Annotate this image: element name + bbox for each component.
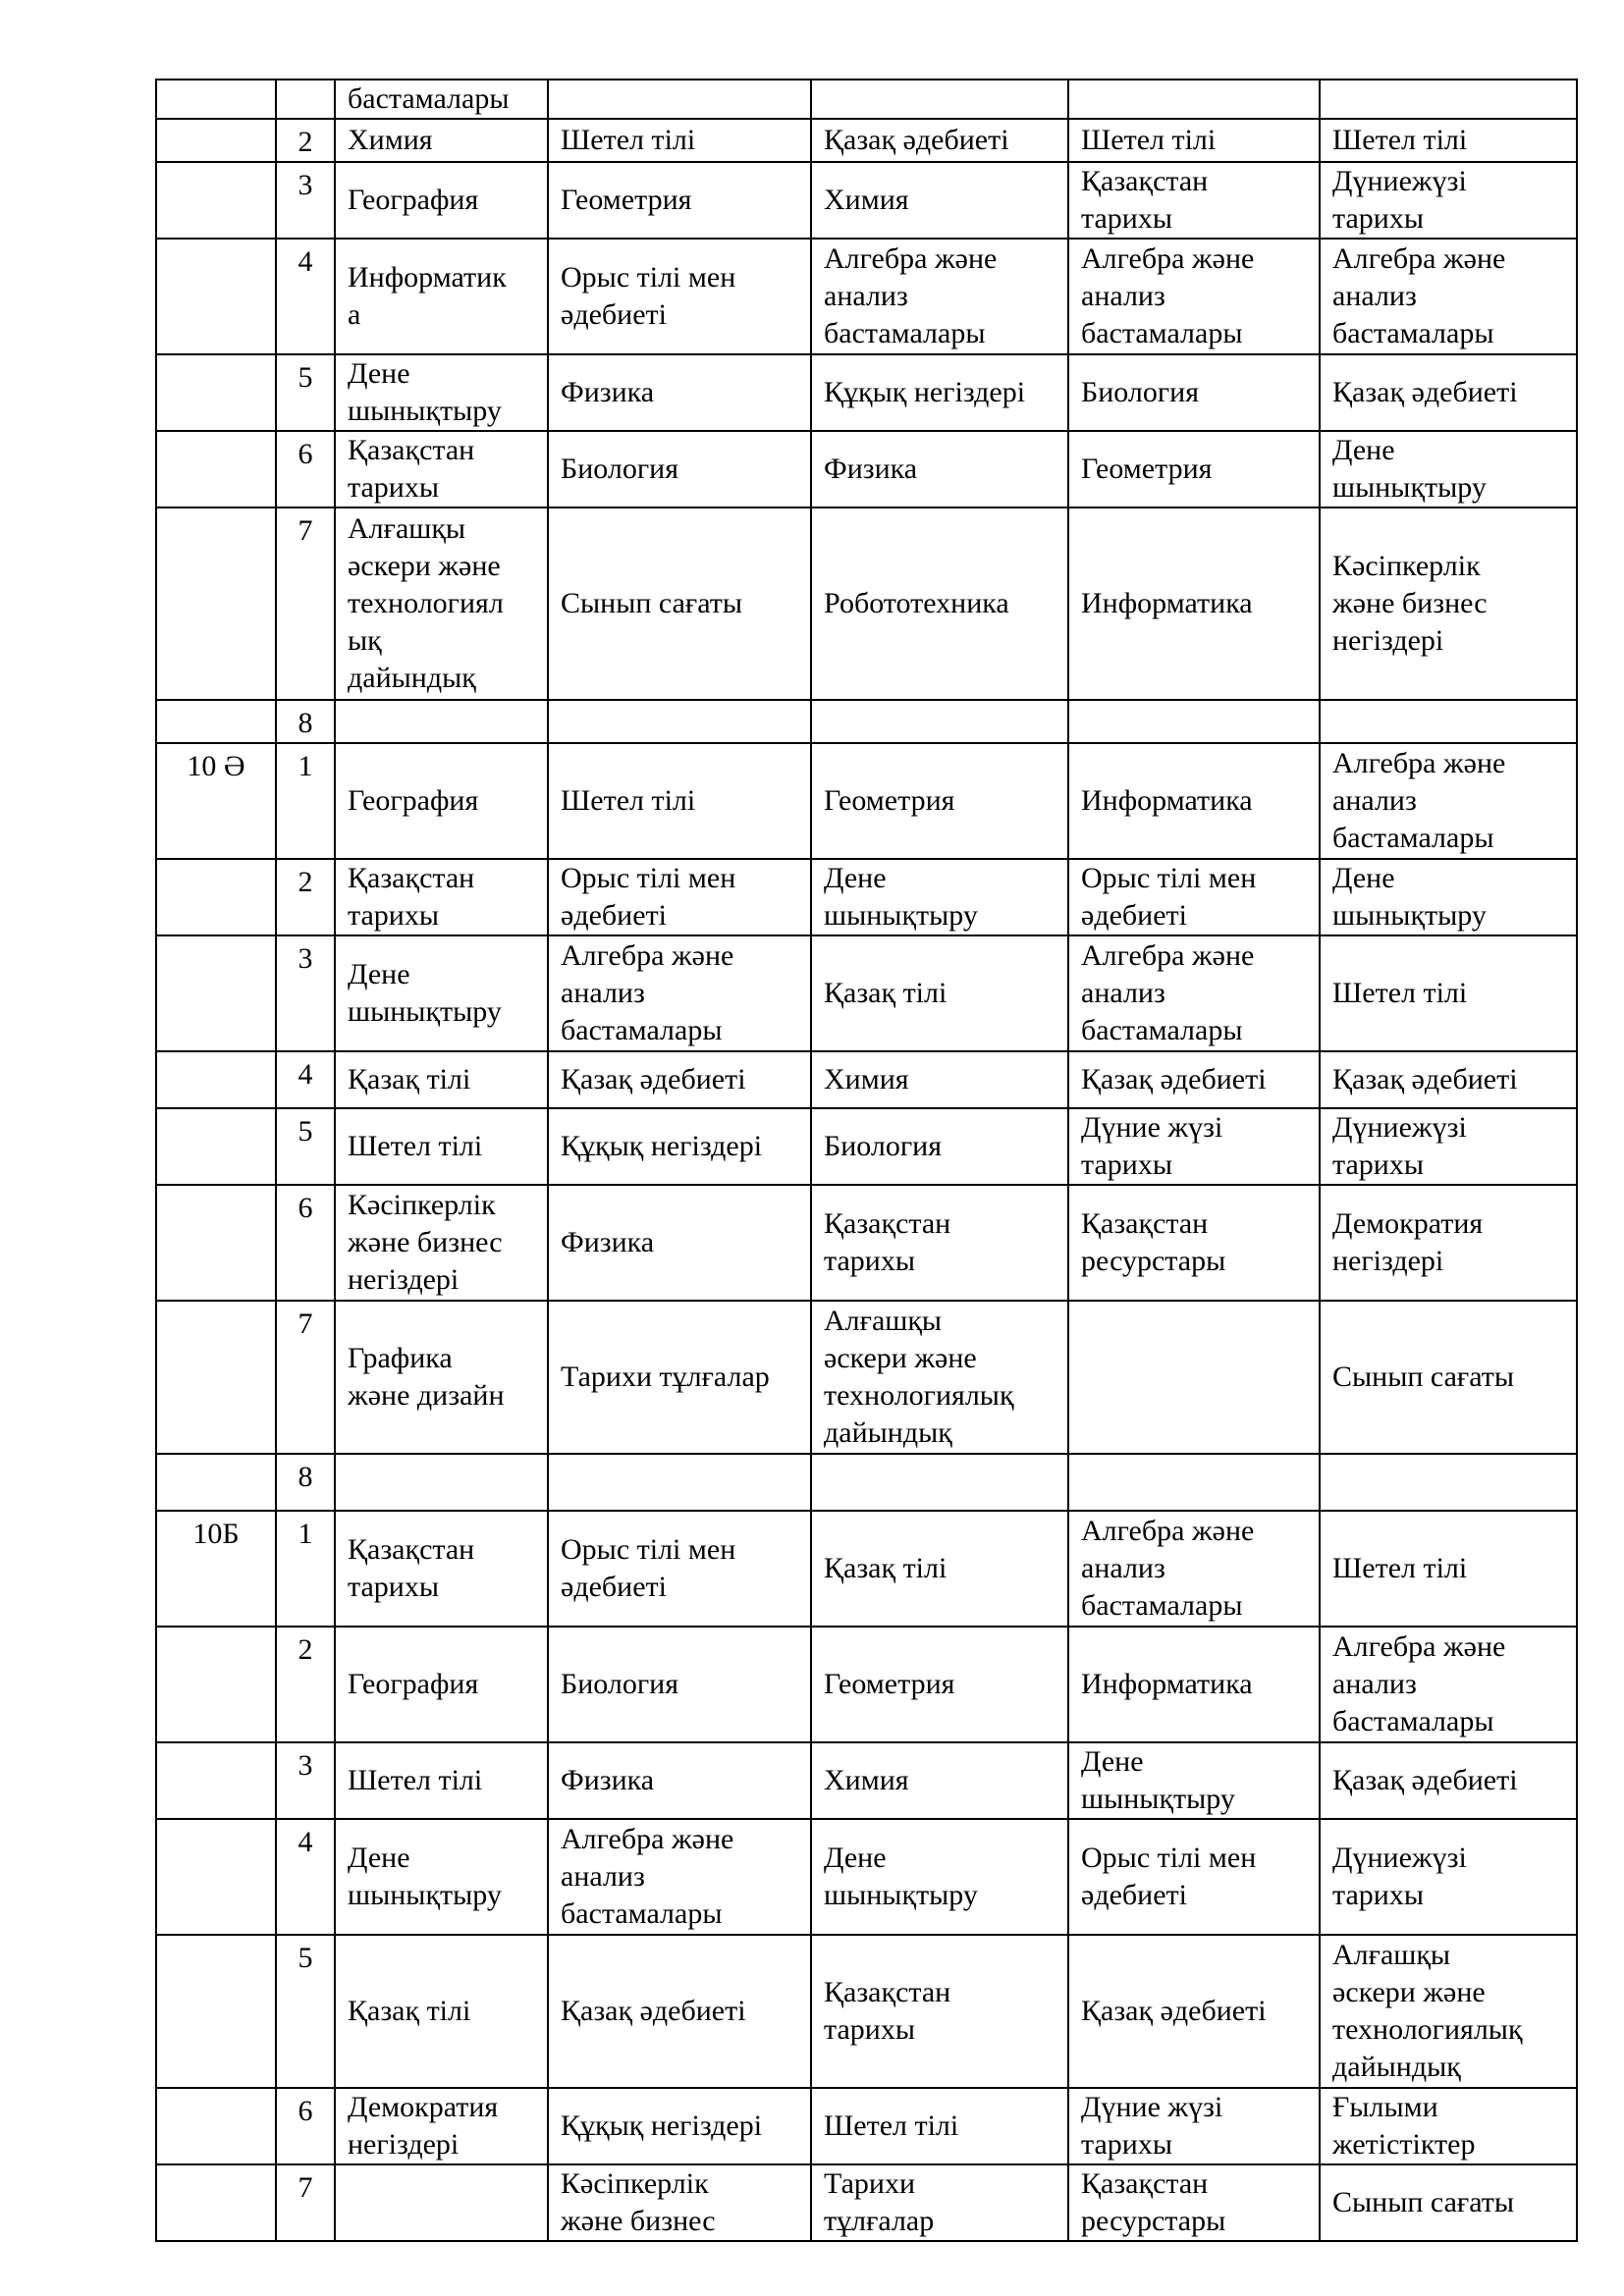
lesson-number: 1 [276, 743, 335, 859]
subject-cell: Дүние жүзі тарихы [1068, 1108, 1320, 1185]
subject-cell: Химия [811, 162, 1068, 239]
subject-cell: Кәсіпкерлік және бизнес негіздері [335, 1185, 548, 1301]
lesson-number: 4 [276, 1051, 335, 1108]
class-cell [156, 239, 276, 354]
subject-cell: Қазақстан ресурстары [1068, 2164, 1320, 2241]
lesson-number: 8 [276, 700, 335, 743]
subject-cell: Геометрия [811, 1627, 1068, 1742]
class-cell [156, 1185, 276, 1301]
class-cell [156, 700, 276, 743]
subject-cell: Физика [548, 1742, 811, 1819]
table-row [156, 700, 1577, 743]
subject-cell [548, 80, 811, 119]
class-cell [156, 1627, 276, 1742]
subject-cell: Геометрия [811, 743, 1068, 859]
lesson-number: 5 [276, 1108, 335, 1185]
subject-cell: Химия [335, 119, 548, 162]
lesson-number: 2 [276, 859, 335, 935]
subject-cell: Қазақ әдебиеті [1068, 1051, 1320, 1108]
subject-cell: Шетел тілі [1320, 119, 1577, 162]
subject-cell: Шетел тілі [811, 2088, 1068, 2164]
subject-cell: Информатика [1068, 1627, 1320, 1742]
subject-cell: Демократия негіздері [1320, 1185, 1577, 1301]
subject-cell: Қазақ тілі [335, 1935, 548, 2088]
subject-cell: Алгебра және анализ бастамалары [1320, 239, 1577, 354]
subject-cell: Алгебра және анализ бастамалары [1320, 1627, 1577, 1742]
subject-cell: Геометрия [548, 162, 811, 239]
subject-cell: Алгебра және анализ бастамалары [811, 239, 1068, 354]
subject-cell: Қазақстан тарихы [335, 431, 548, 507]
subject-cell: Химия [811, 1742, 1068, 1819]
subject-cell: Графика және дизайн [335, 1301, 548, 1454]
lesson-number: 3 [276, 935, 335, 1051]
subject-cell [335, 1454, 548, 1511]
subject-cell: Тарихи тұлғалар [811, 2164, 1068, 2241]
subject-cell: Қазақ әдебиеті [548, 1051, 811, 1108]
subject-cell: Шетел тілі [335, 1108, 548, 1185]
subject-cell [335, 2164, 548, 2241]
subject-cell: Алгебра және анализ бастамалары [1068, 1511, 1320, 1627]
lesson-number [276, 80, 335, 119]
subject-cell: Дене шынықтыру [811, 859, 1068, 935]
subject-cell: Алгебра және анализ бастамалары [548, 935, 811, 1051]
subject-cell [1320, 700, 1577, 743]
subject-cell: Дүние жүзі тарихы [1068, 2088, 1320, 2164]
subject-cell: Физика [811, 431, 1068, 507]
subject-cell: Дүниежүзі тарихы [1320, 1108, 1577, 1185]
subject-cell: Алғашқы әскери және технологиял ық дайындық [335, 507, 548, 700]
table-row [156, 354, 1577, 431]
subject-cell: География [335, 743, 548, 859]
subject-cell: Дене шынықтыру [335, 935, 548, 1051]
lesson-number: 6 [276, 2088, 335, 2164]
subject-cell: Қазақ тілі [811, 935, 1068, 1051]
lesson-number: 6 [276, 431, 335, 507]
subject-cell: Сынып сағаты [548, 507, 811, 700]
subject-cell: Биология [548, 1627, 811, 1742]
subject-cell: Құқық негіздері [548, 1108, 811, 1185]
table-row [156, 2088, 1577, 2164]
subject-cell: География [335, 162, 548, 239]
subject-cell: Робототехника [811, 507, 1068, 700]
subject-cell: Шетел тілі [1320, 1511, 1577, 1627]
subject-cell: Сынып сағаты [1320, 1301, 1577, 1454]
subject-cell: Шетел тілі [548, 119, 811, 162]
lesson-number: 7 [276, 1301, 335, 1454]
lesson-number: 3 [276, 1742, 335, 1819]
class-cell [156, 1454, 276, 1511]
lesson-number: 8 [276, 1454, 335, 1511]
subject-cell [335, 700, 548, 743]
table-row [156, 1051, 1577, 1108]
subject-cell: Дене шынықтыру [1320, 431, 1577, 507]
table-row [156, 743, 1577, 859]
class-cell [156, 2088, 276, 2164]
subject-cell: Орыс тілі мен әдебиеті [548, 239, 811, 354]
subject-cell: Шетел тілі [548, 743, 811, 859]
subject-cell [811, 80, 1068, 119]
class-cell [156, 162, 276, 239]
table-row [156, 80, 1577, 119]
class-cell [156, 1301, 276, 1454]
class-cell [156, 431, 276, 507]
subject-cell: Дене шынықтыру [811, 1819, 1068, 1935]
table-row [156, 935, 1577, 1051]
subject-cell: Биология [548, 431, 811, 507]
subject-cell: Құқық негіздері [548, 2088, 811, 2164]
subject-cell: Қазақстан тарихы [1068, 162, 1320, 239]
table-row [156, 119, 1577, 162]
lesson-number: 1 [276, 1511, 335, 1627]
subject-cell: Шетел тілі [1320, 935, 1577, 1051]
lesson-number: 7 [276, 507, 335, 700]
subject-cell [1320, 1454, 1577, 1511]
subject-cell [548, 700, 811, 743]
subject-cell: Тарихи тұлғалар [548, 1301, 811, 1454]
subject-cell: Дене шынықтыру [1320, 859, 1577, 935]
subject-cell: Биология [1068, 354, 1320, 431]
subject-cell: Дене шынықтыру [335, 354, 548, 431]
lesson-number: 4 [276, 1819, 335, 1935]
table-row [156, 859, 1577, 935]
subject-cell: Қазақ әдебиеті [1320, 1742, 1577, 1819]
lesson-number: 2 [276, 1627, 335, 1742]
subject-cell: Қазақстан ресурстары [1068, 1185, 1320, 1301]
subject-cell: Информатика [1068, 507, 1320, 700]
class-cell [156, 1742, 276, 1819]
subject-cell: Дүниежүзі тарихы [1320, 1819, 1577, 1935]
table-row [156, 1301, 1577, 1454]
table-row [156, 1108, 1577, 1185]
class-cell [156, 859, 276, 935]
subject-cell: Қазақстан тарихы [811, 1935, 1068, 2088]
subject-cell: Алғашқы әскери және технологиялық дайындық [811, 1301, 1068, 1454]
subject-cell: Алгебра және анализ бастамалары [1320, 743, 1577, 859]
table-row [156, 162, 1577, 239]
subject-cell: Қазақ әдебиеті [811, 119, 1068, 162]
subject-cell: Қазақстан тарихы [335, 1511, 548, 1627]
subject-cell: Орыс тілі мен әдебиеті [1068, 859, 1320, 935]
subject-cell: Алгебра және анализ бастамалары [548, 1819, 811, 1935]
subject-cell: Қазақ әдебиеті [548, 1935, 811, 2088]
subject-cell: Шетел тілі [1068, 119, 1320, 162]
table-row [156, 1511, 1577, 1627]
lesson-number: 7 [276, 2164, 335, 2241]
class-cell [156, 1051, 276, 1108]
table-row [156, 239, 1577, 354]
subject-cell: Қазақ әдебиеті [1320, 354, 1577, 431]
lesson-number: 6 [276, 1185, 335, 1301]
subject-cell: Информатик а [335, 239, 548, 354]
subject-cell [811, 700, 1068, 743]
subject-cell [1068, 700, 1320, 743]
table-row [156, 1185, 1577, 1301]
table-row [156, 1819, 1577, 1935]
subject-cell [548, 1454, 811, 1511]
subject-cell [1068, 1454, 1320, 1511]
subject-cell: Қазақ әдебиеті [1320, 1051, 1577, 1108]
subject-cell [1068, 80, 1320, 119]
subject-cell: Қазақ тілі [335, 1051, 548, 1108]
lesson-number: 3 [276, 162, 335, 239]
subject-cell [811, 1454, 1068, 1511]
class-cell [156, 1935, 276, 2088]
subject-cell: Ғылыми жетістіктер [1320, 2088, 1577, 2164]
class-cell [156, 507, 276, 700]
subject-cell: Демократия негіздері [335, 2088, 548, 2164]
subject-cell: Қазақстан тарихы [811, 1185, 1068, 1301]
class-cell [156, 354, 276, 431]
table-row [156, 1627, 1577, 1742]
subject-cell: Орыс тілі мен әдебиеті [548, 1511, 811, 1627]
subject-cell: бастамалары [335, 80, 548, 119]
subject-cell: Құқық негіздері [811, 354, 1068, 431]
subject-cell: Қазақ тілі [811, 1511, 1068, 1627]
lesson-number: 5 [276, 354, 335, 431]
subject-cell: Биология [811, 1108, 1068, 1185]
table-row [156, 1935, 1577, 2088]
subject-cell: Физика [548, 354, 811, 431]
lesson-number: 4 [276, 239, 335, 354]
subject-cell: Алғашқы әскери және технологиялық дайындық [1320, 1935, 1577, 2088]
subject-cell: Орыс тілі мен әдебиеті [548, 859, 811, 935]
subject-cell: Дүниежүзі тарихы [1320, 162, 1577, 239]
table-row [156, 1454, 1577, 1511]
subject-cell: Информатика [1068, 743, 1320, 859]
subject-cell: Алгебра және анализ бастамалары [1068, 239, 1320, 354]
class-cell [156, 1108, 276, 1185]
class-cell [156, 935, 276, 1051]
subject-cell: Химия [811, 1051, 1068, 1108]
subject-cell: Кәсіпкерлік және бизнес негіздері [1320, 507, 1577, 700]
subject-cell [1320, 80, 1577, 119]
class-cell [156, 80, 276, 119]
subject-cell [1068, 1301, 1320, 1454]
subject-cell: Шетел тілі [335, 1742, 548, 1819]
subject-cell: Қазақстан тарихы [335, 859, 548, 935]
subject-cell: Геометрия [1068, 431, 1320, 507]
subject-cell: Дене шынықтыру [335, 1819, 548, 1935]
lesson-number: 2 [276, 119, 335, 162]
class-cell [156, 2164, 276, 2241]
subject-cell: Орыс тілі мен әдебиеті [1068, 1819, 1320, 1935]
subject-cell: Қазақ әдебиеті [1068, 1935, 1320, 2088]
table-row [156, 1742, 1577, 1819]
table-row [156, 2164, 1577, 2241]
class-cell [156, 119, 276, 162]
timetable [155, 79, 1578, 2242]
subject-cell: Физика [548, 1185, 811, 1301]
class-cell: 10Б [156, 1511, 276, 1627]
class-cell [156, 1819, 276, 1935]
table-row [156, 507, 1577, 700]
subject-cell: Сынып сағаты [1320, 2164, 1577, 2241]
subject-cell: География [335, 1627, 548, 1742]
class-cell: 10 Ә [156, 743, 276, 859]
lesson-number: 5 [276, 1935, 335, 2088]
table-row [156, 431, 1577, 507]
subject-cell: Дене шынықтыру [1068, 1742, 1320, 1819]
subject-cell: Кәсіпкерлік және бизнес [548, 2164, 811, 2241]
subject-cell: Алгебра және анализ бастамалары [1068, 935, 1320, 1051]
